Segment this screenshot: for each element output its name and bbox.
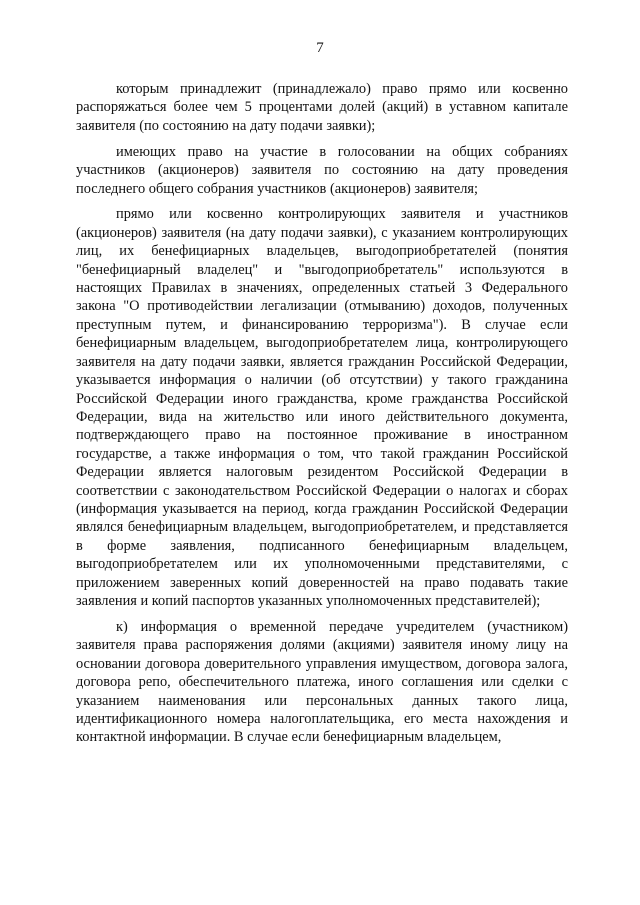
paragraph-shareholders-over-5-percent: которым принадлежит (принадлежало) право прямо или косвенно распоряжаться более чем 5 процентами долей (акций) в уставном капитале заявителя (по состоянию на дату подачи заявки); (76, 81, 568, 134)
page-number: 7 (316, 40, 324, 56)
paragraph-k-temporary-transfer: к) информация о временной передаче учредителем (участником) заявителя права распоряжения долями (акциями) заявителя иному лицу на основании договора доверительного управления имуществом, договора залога, договора репо, обеспечительного платежа, иного соглашения или сделки с указанием наименования или персональных данных такого лица, идентификационного номера налогоплательщика, его места нахождения и контактной информации. В случае если бенефициарным владельцем, (76, 618, 568, 746)
document-body (76, 80, 568, 747)
paragraph-controlling-persons: прямо или косвенно контролирующих заявителя и участников (акционеров) заявителя (на дату подачи заявки), с указанием контролирующих лиц, их бенефициарных владельцев, выгодоприобретателей (понятия "бенефициарный владелец" и "выгодоприобретатель" используются в настоящих Правилах в значениях, определенных статьей 3 Федерального закона "О противодействии легализации (отмыванию) доходов, полученных преступным путем, и финансированию терроризма"). В случае если бенефициарным владельцем, выгодоприобретателем лица, контролирующего заявителя на дату подачи заявки, является гражданин Российской Федерации, указывается информация о наличии (об отсутствии) у такого гражданина Российской Федерации иного гражданства, кроме гражданства Российской Федерации, вида на жительство или иного действительного документа, подтверждающего право на постоянное проживание в иностранном государстве, а также информация о том, что такой гражданин Российской Федерации является налоговым резидентом Российской Федерации в соответствии с законодательством Российской Федерации о налогах и сборах (информация указывается на период, когда гражданин Российской Федерации являлся бенефициарным владельцем, выгодоприобретателем, и представляется в форме заявления, подписанного бенефициарным владельцем, выгодоприобретателем или их уполномоченными представителями, с приложением заверенных копий доверенностей на право подавать такие заявления и копий паспортов указанных уполномоченных представителей); (76, 206, 568, 609)
paragraph-voting-participants: имеющих право на участие в голосовании на общих собраниях участников (акционеров) заявителя по состоянию на дату проведения последнего общего собрания участников (акционеров) заявителя; (76, 143, 568, 197)
